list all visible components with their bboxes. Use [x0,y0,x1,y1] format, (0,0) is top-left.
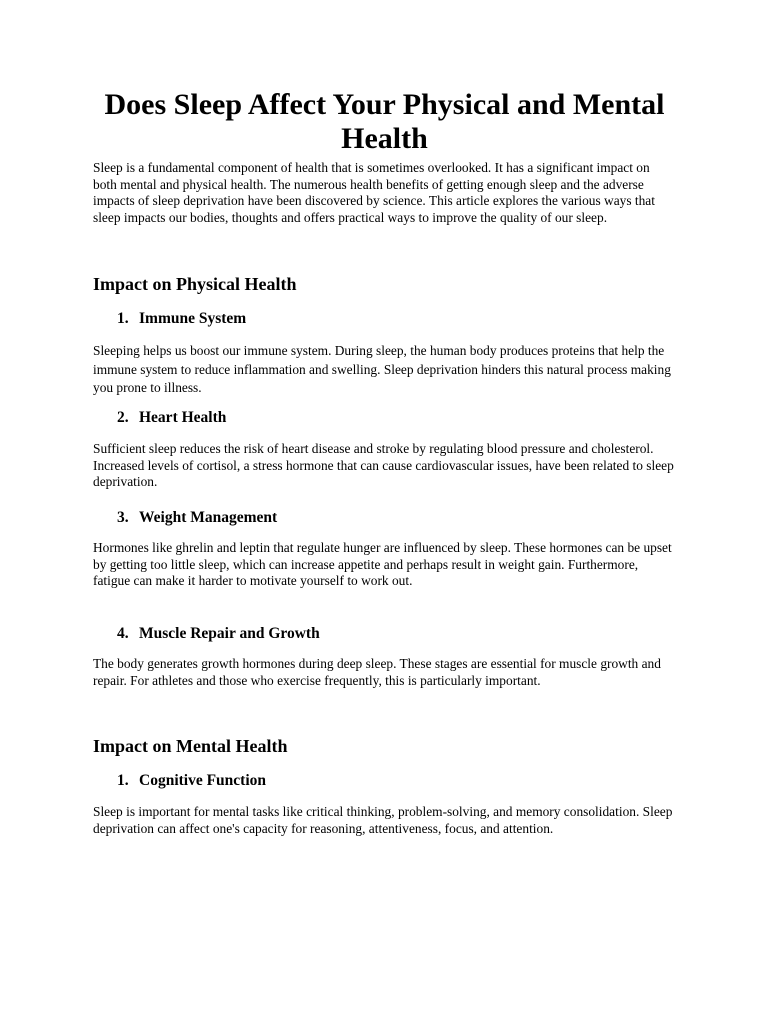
list-number: 3. [117,509,129,526]
list-number: 2. [117,409,129,426]
subheading-label: Cognitive Function [139,772,267,789]
subheading-cognitive-function [93,771,700,791]
paragraph-heart-health: Sufficient sleep reduces the risk of heart disease and stroke by regulating blood pressure and cholesterol. Increased levels of cortisol, a stress hormone that can cause cardiovascular issues, have been related to sleep deprivation. [93,441,674,490]
subheading-muscle-repair [93,624,700,644]
paragraph-muscle-repair: The body generates growth hormones during deep sleep. These stages are essential for muscle growth and repair. For athletes and those who exercise frequently, this is particularly important. [93,656,661,688]
list-number: 1. [117,772,129,789]
subheading-label: Weight Management [139,509,278,526]
list-number: 4. [117,625,129,642]
subheading-label: Heart Health [139,409,227,426]
paragraph-cognitive-function: Sleep is important for mental tasks like critical thinking, problem-solving, and memory consolidation. Sleep deprivation can affect one's capacity for reasoning, attentiveness, focus, and attention. [93,804,673,836]
section-heading-physical: Impact on Physical Health [93,274,297,294]
list-number: 1. [117,310,129,327]
subheading-immune-system [93,309,700,329]
paragraph-immune-system: Sleeping helps us boost our immune system. During sleep, the human body produces proteins that help the immune system to reduce inflammation and swelling. Sleep deprivation hinders this natural process making you prone to illness. [93,343,671,396]
subheading-label: Muscle Repair and Growth [139,625,320,642]
paragraph-weight-management: Hormones like ghrelin and leptin that regulate hunger are influenced by sleep. These hormones can be upset by getting too little sleep, which can increase appetite and perhaps result in weight gain. Furthermore, fatigue can make it harder to motivate yourself to work out. [93,540,672,589]
intro-paragraph: Sleep is a fundamental component of health that is sometimes overlooked. It has a significant impact on both mental and physical health. The numerous health benefits of getting enough sleep and the adverse impacts of sleep deprivation have been discovered by science. This article explores the various ways that sleep impacts our bodies, thoughts and offers practical ways to improve the quality of our sleep. [93,160,655,225]
subheading-label: Immune System [139,310,247,327]
page-title: Does Sleep Affect Your Physical and Mental Health [104,88,665,155]
subheading-weight-management [93,508,700,528]
section-heading-mental: Impact on Mental Health [93,736,288,756]
subheading-heart-health [93,408,700,428]
